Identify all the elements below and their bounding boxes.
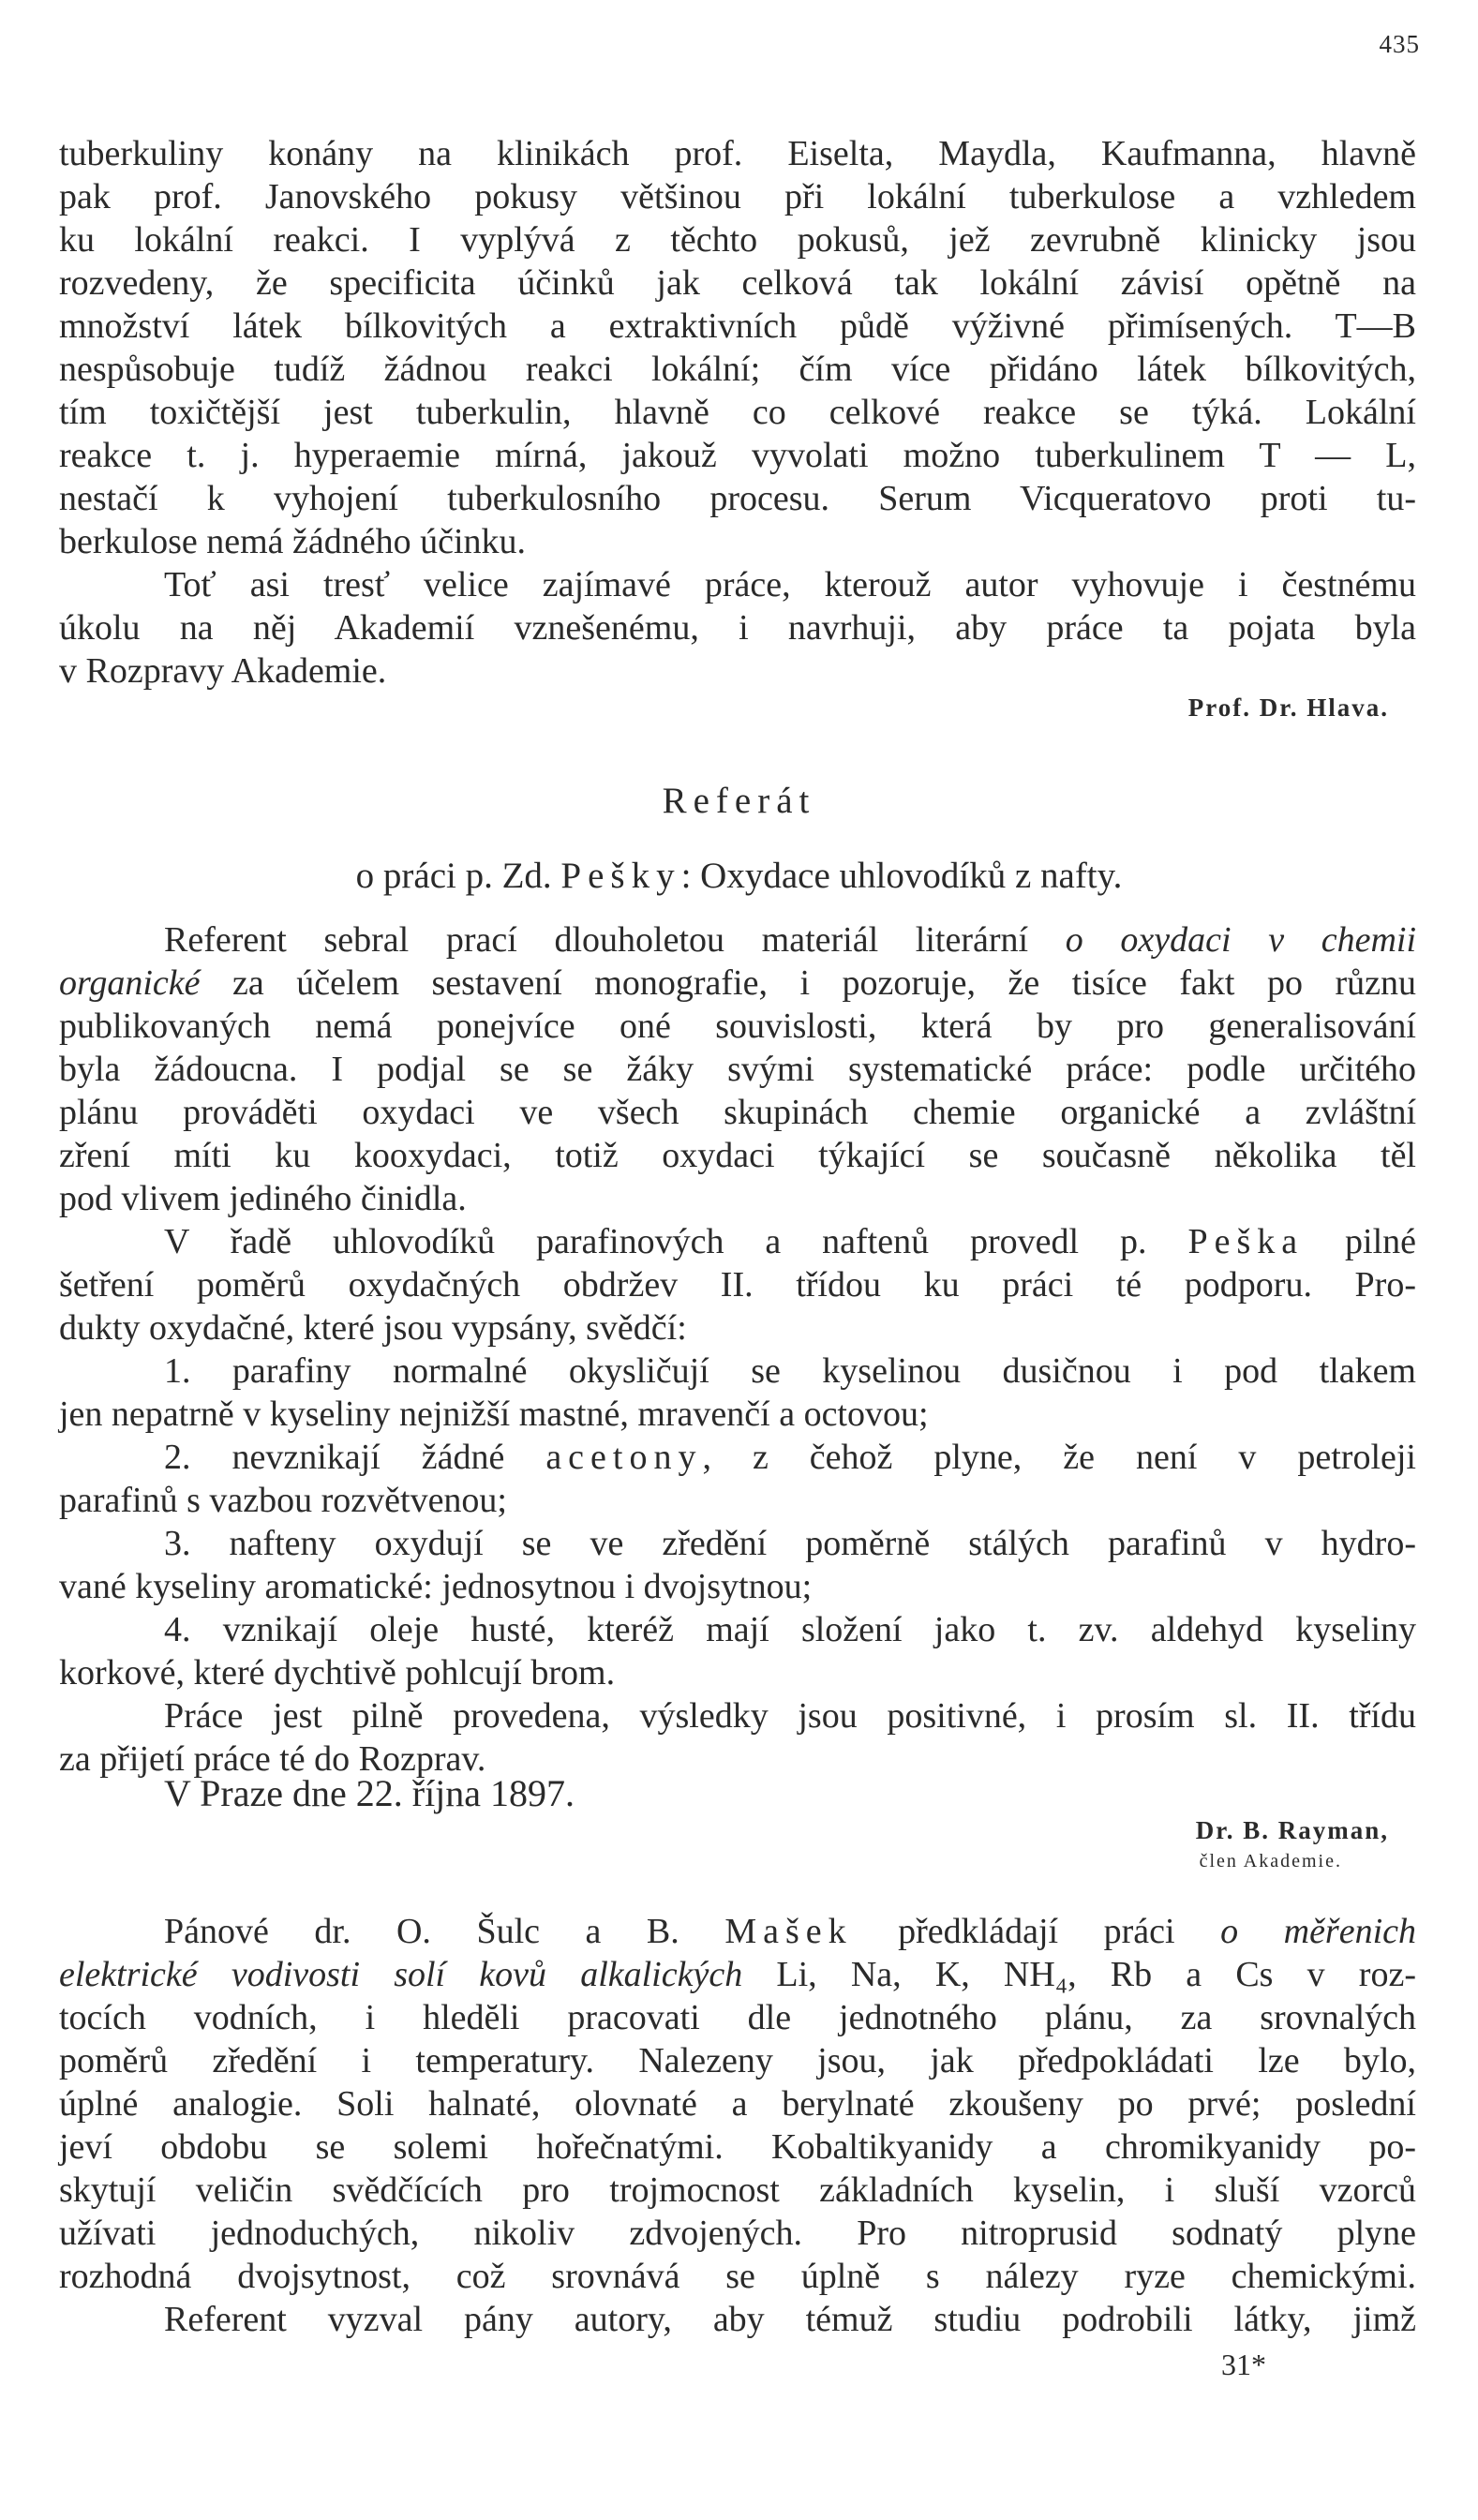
paragraph-line: publikovaných nemá ponejvíce oné souvislosti, která by pro generalisování [59,1007,1416,1046]
signature: Dr. B. Rayman, [1195,1816,1389,1844]
paragraph-line: poměrů zředění i temperatury. Nalezeny jsou, jak předpokládati lze bylo, [59,2041,1416,2080]
date-line: V Praze dne 22. října 1897. [164,1772,575,1814]
paragraph-line: rozvedeny, že specificita účinků jak celková tak lokální závisí opětně na [59,263,1416,303]
list-item: 1. parafiny normalné okysličují se kyselinou dusičnou i pod tlakem [164,1351,1416,1391]
list-item: 3. nafteny oxydují se ve zředění poměrně stálých parafinů v hydro- [164,1524,1416,1563]
italic-title: organické [59,963,201,1003]
paragraph-line: tuberkuliny konány na klinikách prof. Eiselta, Maydla, Kaufmanna, hlavně [59,134,1416,173]
paragraph-line: skytují veličin svědčících pro trojmocnost základních kyselin, i sluší vzorců [59,2170,1416,2210]
paragraph-line: úkolu na něj Akademií vznešenému, i navrhuji, aby práce ta pojata byla [59,608,1416,648]
paragraph-line: nestačí k vyhojení tuberkulosního procesu. Serum Vicqueratovo proti tu- [59,479,1416,518]
paragraph-line: elektrické vodivosti solí kovů alkalických Li, Na, K, NH₄, Rb a Cs v roz- [59,1955,1416,1994]
paragraph-line: berkulose nemá žádného účinku. [59,522,527,561]
italic-title: o měřenich [1220,1912,1417,1951]
paragraph-line: plánu provádĕti oxydaci ve všech skupinách chemie organické a zvláštní [59,1093,1416,1132]
section-subheading: o práci p. Zd. Pešky: Oxydace uhlovodíků z nafty. [355,856,1123,896]
paragraph-line: v Rozpravy Akademie. [59,651,387,691]
author-name: Mašek [724,1912,853,1951]
paragraph-line: dukty oxydačné, které jsou vypsány, svědčí: [59,1308,687,1348]
paragraph-line: Pánové dr. O. Šulc a B. Mašek předkládají práci o měřenich [164,1912,1417,1951]
paragraph-line: ku lokální reakci. I vyplývá z těchto pokusů, jež zevrubně klinicky jsou [59,220,1416,260]
list-item: 4. vznikají oleje husté, kteréž mají složení jako t. zv. aldehyd kyseliny [164,1610,1416,1649]
paragraph-line: množství látek bílkovitých a extraktivních půdě výživné přimísených. T—B [59,306,1416,346]
paragraph-line: korkové, které dychtivě pohlcují brom. [59,1653,616,1692]
paragraph-line: šetření poměrů oxydačných obdržev II. třídou ku práci té podporu. Pro- [59,1265,1416,1305]
paragraph-line: tím toxičtější jest tuberkulin, hlavně co celkové reakce se týká. Lokální [59,393,1416,432]
paragraph-line: za přijetí práce té do Rozprav. [59,1739,486,1779]
paragraph-line: jen nepatrně v kyseliny nejnižší mastné, mravenčí a octovou; [59,1394,929,1434]
paragraph-line: nespůsobuje tudíž žádnou reakci lokální; čím více přidáno látek bílkovitých, [59,350,1416,389]
signature: Prof. Dr. Hlava. [1187,693,1389,722]
paragraph-line: pak prof. Janovského pokusy většinou při lokální tuberkulose a vzhledem [59,177,1416,216]
paragraph-line: úplné analogie. Soli halnaté, olovnaté a berylnaté zkoušeny po prvé; poslední [59,2084,1416,2124]
paragraph-line: Referent sebral prací dlouholetou materiál literární o oxydaci v chemii [164,920,1416,960]
italic-title: o oxydaci v chemii [1065,920,1416,960]
paragraph-line: V řadě uhlovodíků parafinových a naftenů provedl p. Peška pilné [164,1222,1416,1261]
signature-mark: 31* [1221,2348,1266,2381]
italic-title: elektrické vodivosti solí kovů alkalických [59,1955,743,1994]
paragraph-line: jeví obdobu se solemi hořečnatými. Kobaltikyanidy a chromikyanidy po- [59,2127,1416,2167]
list-item: 2. nevznikají žádné acetony, z čehož plyne, že není v petroleji [164,1438,1416,1477]
author-name: Pešky [560,856,681,896]
page-number: 435 [1379,30,1420,58]
paragraph-line: byla žádoucna. I podjal se se žáky svými systematické práce: podle určitého [59,1050,1416,1089]
paragraph-line: tocích vodních, i hledĕli pracovati dle jednotného plánu, za srovnalých [59,1998,1416,2037]
paragraph-line: Práce jest pilně provedena, výsledky jsou positivné, i prosím sl. II. třídu [164,1696,1416,1736]
paragraph-line: Toť asi tresť velice zajímavé práce, kterouž autor vyhovuje i čestnému [164,565,1416,604]
signature-role: člen Akademie. [1199,1851,1342,1871]
author-name: Peška [1187,1222,1305,1261]
paragraph-line: organické za účelem sestavení monografie, i pozoruje, že tisíce fakt po různu [59,963,1416,1003]
paragraph-line: užívati jednoduchých, nikoliv zdvojených. Pro nitroprusid sodnatý plyne [59,2214,1416,2253]
paragraph-line: pod vlivem jediného činidla. [59,1179,467,1218]
section-heading: Referát [662,781,816,821]
paragraph-line: parafinů s vazbou rozvětvenou; [59,1481,507,1520]
paragraph-line: reakce t. j. hyperaemie mírná, jakouž vyvolati možno tuberkulinem T — L, [59,436,1416,475]
paragraph-line: vané kyseliny aromatické: jednosytnou i dvojsytnou; [59,1567,813,1606]
paragraph-line: zření míti ku kooxydaci, totiž oxydaci týkající se současně několika těl [59,1136,1416,1175]
paragraph-line: Referent vyzval pány autory, aby témuž studiu podrobili látky, jimž [164,2300,1416,2339]
paragraph-line: rozhodná dvojsytnost, což srovnává se úplně s nálezy ryze chemickými. [59,2257,1416,2296]
